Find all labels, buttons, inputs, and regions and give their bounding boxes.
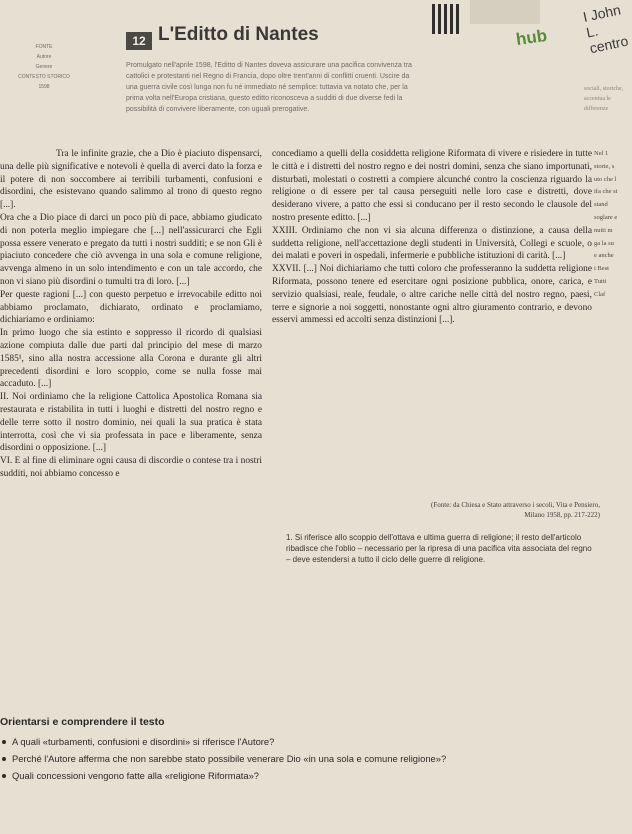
adjacent-page-text: sociali, storiche, accentua le differenze (584, 86, 624, 112)
footnote: 1. Si riferisce allo scoppio dell'ottava e ultima guerra di religione; il resto dell'articolo ribadisce che l'oblio – necessario per la ripresa di una pacifica vita associata del regno – deve estendersi a tutto il ciclo delle guerre di religione. (286, 533, 592, 564)
meta-label: CONTESTO STORICO (18, 74, 70, 80)
adjacent-fragment: nutti m (594, 226, 613, 234)
meta-label: FONTE (35, 44, 53, 50)
document-header (0, 0, 632, 132)
edict-paragraph: Tra le infinite grazie, che a Dio è piaciuto dispensarci, una delle più significative e notevoli è quella di averci dato la forza e il potere di non soccombere ai terribili turbamenti, confusioni e disordini, che esistevano quando salimmo al trono di questo regno [...]. (0, 149, 262, 211)
edict-paragraph: Ora che a Dio piace di darci un poco più di pace, abbiamo giudicato di non poterla meglio impiegare che [...] nell'assicurarci che Egli possa essere venerato e pregato da tutti i nostri sudditi; e se non Gli è piaciuto concedere che ciò avvenga in una sola e comune religione, avvenga almeno in un solo intendimento e con un tale accordo, che non vi siano più disordini o tumulti tra di loro. [...] (0, 212, 262, 287)
adjacent-fragment: Nel 1 (594, 150, 609, 157)
edict-paragraph: XXVII. [...] Noi dichiariamo che tutti coloro che professeranno la suddetta religione Riformata, possono tenere ed esercitare ogni posizione pubblica, onore, carica, e servizio qualsiasi, reale, feudale, o altre cariche nelle città del nostro regno, paesi, terre e signorie a noi soggetti, nonostante ogni altro giuramento contrario, e devono esservi ammessi ed accolti senza distinzioni [...]. (272, 264, 592, 326)
edict-paragraph: VI. E al fine di eliminare ogni causa di discordie o contese tra i nostri sudditi, noi abbiamo concesso e (0, 456, 262, 479)
adjacent-fragment: Claf (594, 290, 606, 298)
adjacent-fragment: ga la su (594, 239, 614, 247)
adjacent-fragment: stand (594, 201, 608, 209)
hub-logo: hub (514, 25, 549, 50)
question-item (0, 733, 560, 750)
source-citation: (Fonte: da Chiesa e Stato attraverso i secoli, Vita e Pensiero, Milano 1958, pp. 217-222) (431, 501, 600, 519)
edict-paragraph: II. Noi ordiniamo che la religione Cattolica Apostolica Romana sia restaurata e ristabilita in tutti i luoghi e distretti del nostro regno e delle terre sotto il nostro dominio, nei quali la sua pratica è stata interrotta, così che vi sia professata in pace e liberamente, senza disordini o opposizione. [...] (0, 392, 262, 454)
bullet-icon (2, 740, 6, 744)
edict-text-right-column (272, 148, 592, 327)
edict-paragraph: Per queste ragioni [...] con questo perpetuo e irrevocabile editto noi abbiamo proclamato, dichiarato, ordinato e proclamiamo, dichiariamo e ordiniamo: (0, 289, 262, 326)
question-text: A quali «turbamenti, confusioni e disordini» si riferisce l'Autore? (12, 736, 275, 747)
question-item (0, 750, 560, 767)
source-meta-labels (18, 44, 70, 94)
adjacent-fragment: soglare e (594, 213, 618, 221)
adjacent-fragment: ifa che si (594, 188, 618, 196)
adjacent-fragment: Tutti (594, 277, 607, 285)
comprehension-questions (0, 716, 560, 784)
meta-label: Genere (35, 64, 53, 70)
question-text: Perché l'Autore afferma che non sarebbe stato possibile venerare Dio «in una sola e comune religione»? (12, 753, 447, 764)
qr-code-icon (432, 4, 462, 34)
adjacent-page-column (594, 148, 632, 302)
edict-paragraph: In primo luogo che sia estinto e soppresso il ricordo di qualsiasi azione compiuta dalle due parti dal principio del mese di marzo 1585¹, sino alla nostra accessione alla Corona e durante gli altri precedenti disordini e loro scoppio, come se nulla fosse mai accaduto. [...] (0, 328, 262, 390)
edict-paragraph: XXIII. Ordiniamo che non vi sia alcuna differenza o distinzione, a causa della suddetta religione, nell'accettazione degli studenti in Università, Collegi e scuole, o dei malati e poveri in ospedali, infermerie e pubbliche istituzioni di carità. [...] (272, 225, 592, 262)
question-item (0, 767, 560, 784)
meta-label: Autore (36, 54, 52, 60)
document-number-badge: 12 (126, 32, 152, 50)
questions-title: Orientarsi e comprendere il testo (0, 716, 165, 728)
adjacent-page-title: I John L. centro (581, 1, 630, 57)
adjacent-fragment: storie, s (594, 162, 615, 170)
edict-text-left-column (0, 148, 262, 481)
document-title: L'Editto di Nantes (158, 24, 319, 45)
adjacent-fragment: i Best (594, 265, 609, 273)
adjacent-fragment: uto che l (594, 175, 617, 183)
overlapping-page-fragment (470, 0, 540, 24)
bullet-icon (2, 757, 6, 761)
document-intro: Promulgato nell'aprile 1598, l'Editto di Nantes doveva assicurare una pacifica convivenza tra cattolici e protestanti nel Regno di Francia, dopo oltre trent'anni di conflitti cruenti. Uscire da una guerra civile così lunga non fu né immediato né semplice: tuttavia va notato che, per la prima volta nell'Europa cristiana, questo editto riconosceva a sudditi di due diverse fedi la possibilità di convivere liberamente, con uguali prerogative. (126, 62, 412, 113)
bullet-icon (2, 774, 6, 778)
adjacent-fragment: e anche (594, 252, 614, 260)
meta-label: 1598 (38, 84, 50, 90)
edict-paragraph: concediamo a quelli della cosiddetta religione Riformata di vivere e risiedere in tutte le città e i distretti del nostro regno e dei nostri domini, senza che siano importunati, disturbati, molestati o costretti a compiere alcunché contro la coscienza riguardo la religione o di essere per tal causa perseguiti nelle loro case e distretti, dove desiderano vivere, a patto che essi si conducano per il resto secondo le clausole del nostro presente editto. [...] (272, 149, 592, 223)
question-text: Quali concessioni vengono fatte alla «religione Riformata»? (12, 770, 260, 781)
